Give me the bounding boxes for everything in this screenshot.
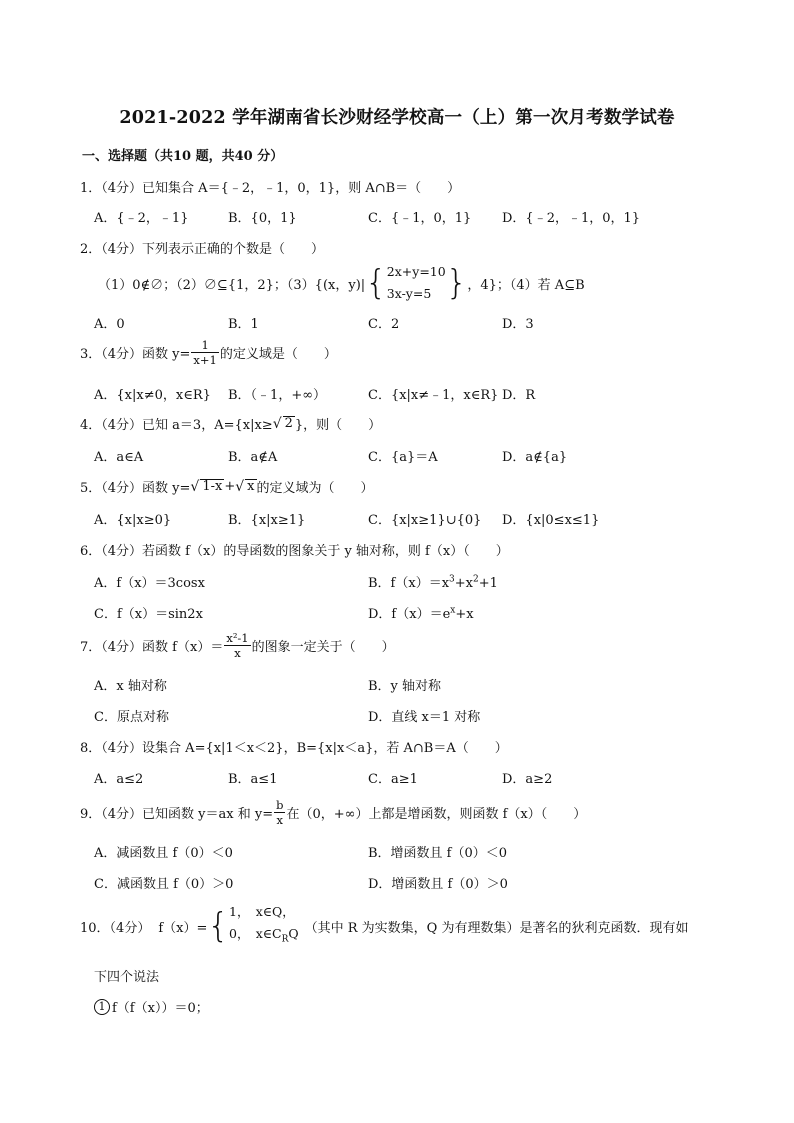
q9-option-d: D．增函数且 f（0）＞0 xyxy=(368,877,508,892)
question-2-statements xyxy=(98,260,585,306)
q10-case-2-sub: R xyxy=(281,934,289,945)
q3-numerator: 1 xyxy=(191,338,218,353)
q7-prefix: 7．（4分）函数 f（x）＝ xyxy=(80,639,224,655)
q4-option-d: D．a∉{a} xyxy=(502,450,568,465)
question-7-stem xyxy=(80,625,395,665)
q9-suffix: 在（0，+∞）上都是增函数，则函数 f（x）（ ） xyxy=(286,806,587,822)
question-5-stem xyxy=(80,477,374,496)
q7-denominator: x xyxy=(234,645,241,660)
q2-option-a: A．0 xyxy=(94,317,125,332)
question-10-stem xyxy=(80,902,688,950)
q4-suffix: }，则（ ） xyxy=(294,418,382,433)
q10-item-1 xyxy=(94,997,209,1016)
question-3-stem xyxy=(80,338,337,367)
q5-option-a: A．{x|x≥0} xyxy=(94,513,172,528)
q4-prefix: 4．（4分）已知 a＝3，A={x|x≥ xyxy=(80,418,273,433)
q5-suffix: 的定义域为（ ） xyxy=(256,481,374,496)
q8-option-b: B．a≤1 xyxy=(228,772,278,787)
q5-radicand-1: 1-x xyxy=(202,479,223,494)
q3-prefix: 3．（4分）函数 y= xyxy=(80,347,191,362)
q10-suffix: （其中 R 为实数集，Q 为有理数集）是著名的狄利克函数．现有如 xyxy=(304,920,689,936)
q10-case-2-pre: 0， x∈C xyxy=(229,926,282,942)
sqrt-icon: √ xyxy=(235,478,245,495)
q3-suffix: 的定义域是（ ） xyxy=(219,347,337,362)
q9-option-c: C．减函数且 f（0）＞0 xyxy=(94,877,234,892)
q9-prefix: 9．（4分）已知函数 y＝ax 和 y= xyxy=(80,806,274,822)
q2-option-d: D．3 xyxy=(502,317,534,332)
q1-option-c: C．{﹣1，0，1} xyxy=(368,211,472,226)
q10-item-1-text: f（f（x））＝0； xyxy=(112,1001,209,1016)
section-heading: 一、选择题（共10 题，共40 分） xyxy=(82,149,284,164)
question-2-stem: 2．（4分）下列表示正确的个数是（ ） xyxy=(80,242,325,257)
q7-numerator: x²-1 xyxy=(226,630,249,645)
q8-option-a: A．a≤2 xyxy=(94,772,144,787)
q4-option-b: B．a∉A xyxy=(228,450,278,465)
q10-case-1: 1， x∈Q， xyxy=(229,904,295,920)
q10-case-2 xyxy=(229,923,299,951)
q5-plus: + xyxy=(224,479,236,494)
q1-option-b: B．{0，1} xyxy=(228,211,297,226)
q3-option-c: C．{x|x≠﹣1，x∈R} xyxy=(368,388,499,403)
q5-prefix: 5．（4分）函数 y= xyxy=(80,481,191,496)
page-title: 2021-2022 学年湖南省长沙财经学校高一（上）第一次月考数学试卷 xyxy=(119,108,675,128)
q6-option-d xyxy=(368,603,474,622)
q2-eq2: 3x-y=5 xyxy=(386,286,432,301)
question-4-stem xyxy=(80,414,381,433)
q5-radicand-2: x xyxy=(247,479,255,494)
q7-fraction xyxy=(224,631,250,660)
q6-b-exp2: 2 xyxy=(473,574,479,585)
q2-line-pre: （1）0∉∅；（2）∅⊆{1，2}；（3）{(x，y)| xyxy=(98,277,366,293)
q3-option-b: B．（﹣1，+∞） xyxy=(228,388,327,403)
q4-radicand: 2 xyxy=(284,416,293,431)
q1-option-a: A．{﹣2，﹣1} xyxy=(94,211,189,226)
q9-option-a: A．减函数且 f（0）＜0 xyxy=(94,846,233,861)
q1-option-d: D．{﹣2，﹣1，0，1} xyxy=(502,211,641,226)
right-brace-icon: } xyxy=(445,263,468,303)
q2-line-post: ，4}；（4）若 A⊆B xyxy=(467,277,585,293)
q6-option-b xyxy=(368,572,498,591)
q6-b-post: +1 xyxy=(478,576,498,591)
q2-eq1: 2x+y=10 xyxy=(386,264,446,279)
q8-option-c: C．a≥1 xyxy=(368,772,418,787)
q6-d-pre: D．f（x）＝e xyxy=(368,607,451,622)
q10-line-2: 下四个说法 xyxy=(94,970,160,985)
q4-option-a: A．a∈A xyxy=(94,450,144,465)
sqrt-icon: √ xyxy=(272,415,282,432)
question-8-stem: 8．（4分）设集合 A={x|1＜x＜2}，B={x|x＜a}，若 A∩B＝A（ ） xyxy=(80,741,508,756)
q3-denominator: x+1 xyxy=(193,353,217,367)
q5-option-d: D．{x|0≤x≤1} xyxy=(502,513,600,528)
q3-fraction xyxy=(191,338,218,367)
q5-option-b: B．{x|x≥1} xyxy=(228,513,306,528)
q6-b-exp1: 3 xyxy=(449,574,455,585)
q7-option-d: D．直线 x＝1 对称 xyxy=(368,710,481,725)
left-brace-icon: { xyxy=(207,906,230,946)
q6-option-a: A．f（x）＝3cosx xyxy=(94,576,205,591)
q10-fx: f（x）= xyxy=(158,920,208,936)
q3-option-a: A．{x|x≠0，x∈R} xyxy=(94,388,211,403)
q9-numerator: b xyxy=(276,797,284,812)
q7-option-b: B．y 轴对称 xyxy=(368,679,442,694)
q10-piecewise xyxy=(229,901,299,951)
q6-d-post: +x xyxy=(455,607,474,622)
q7-option-c: C．原点对称 xyxy=(94,710,169,725)
question-6-stem: 6．（4分）若函数 f（x）的导函数的图象关于 y 轴对称，则 f（x）（ ） xyxy=(80,544,509,559)
q8-option-d: D．a≥2 xyxy=(502,772,553,787)
q9-denominator: x xyxy=(276,812,284,827)
q7-suffix: 的图象一定关于（ ） xyxy=(251,639,395,655)
q6-option-c: C．f（x）＝sin2x xyxy=(94,607,203,622)
q5-option-c: C．{x|x≥1}∪{0} xyxy=(368,513,482,528)
circled-number-icon: 1 xyxy=(94,999,110,1015)
left-brace-icon: { xyxy=(365,263,387,303)
q6-d-exp: x xyxy=(450,605,456,616)
q9-option-b: B．增函数且 f（0）＜0 xyxy=(368,846,508,861)
q3-option-d: D．R xyxy=(502,388,536,403)
q7-option-a: A．x 轴对称 xyxy=(94,679,167,694)
question-1-stem: 1．（4分）已知集合 A＝{﹣2，﹣1，0，1}，则 A∩B＝（ ） xyxy=(80,181,461,196)
q2-option-b: B．1 xyxy=(228,317,259,332)
q4-option-c: C．{a}＝A xyxy=(368,450,438,465)
q10-case-2-post: Q xyxy=(288,926,299,942)
q10-prefix: 10．（4分） xyxy=(80,920,151,936)
q6-b-pre: B．f（x）＝x xyxy=(368,576,450,591)
q2-equation-system xyxy=(387,261,446,305)
sqrt-icon: √ xyxy=(190,478,200,495)
q9-fraction xyxy=(274,798,285,827)
q2-option-c: C．2 xyxy=(368,317,400,332)
q6-b-mid: +x xyxy=(454,576,473,591)
question-9-stem xyxy=(80,794,586,830)
